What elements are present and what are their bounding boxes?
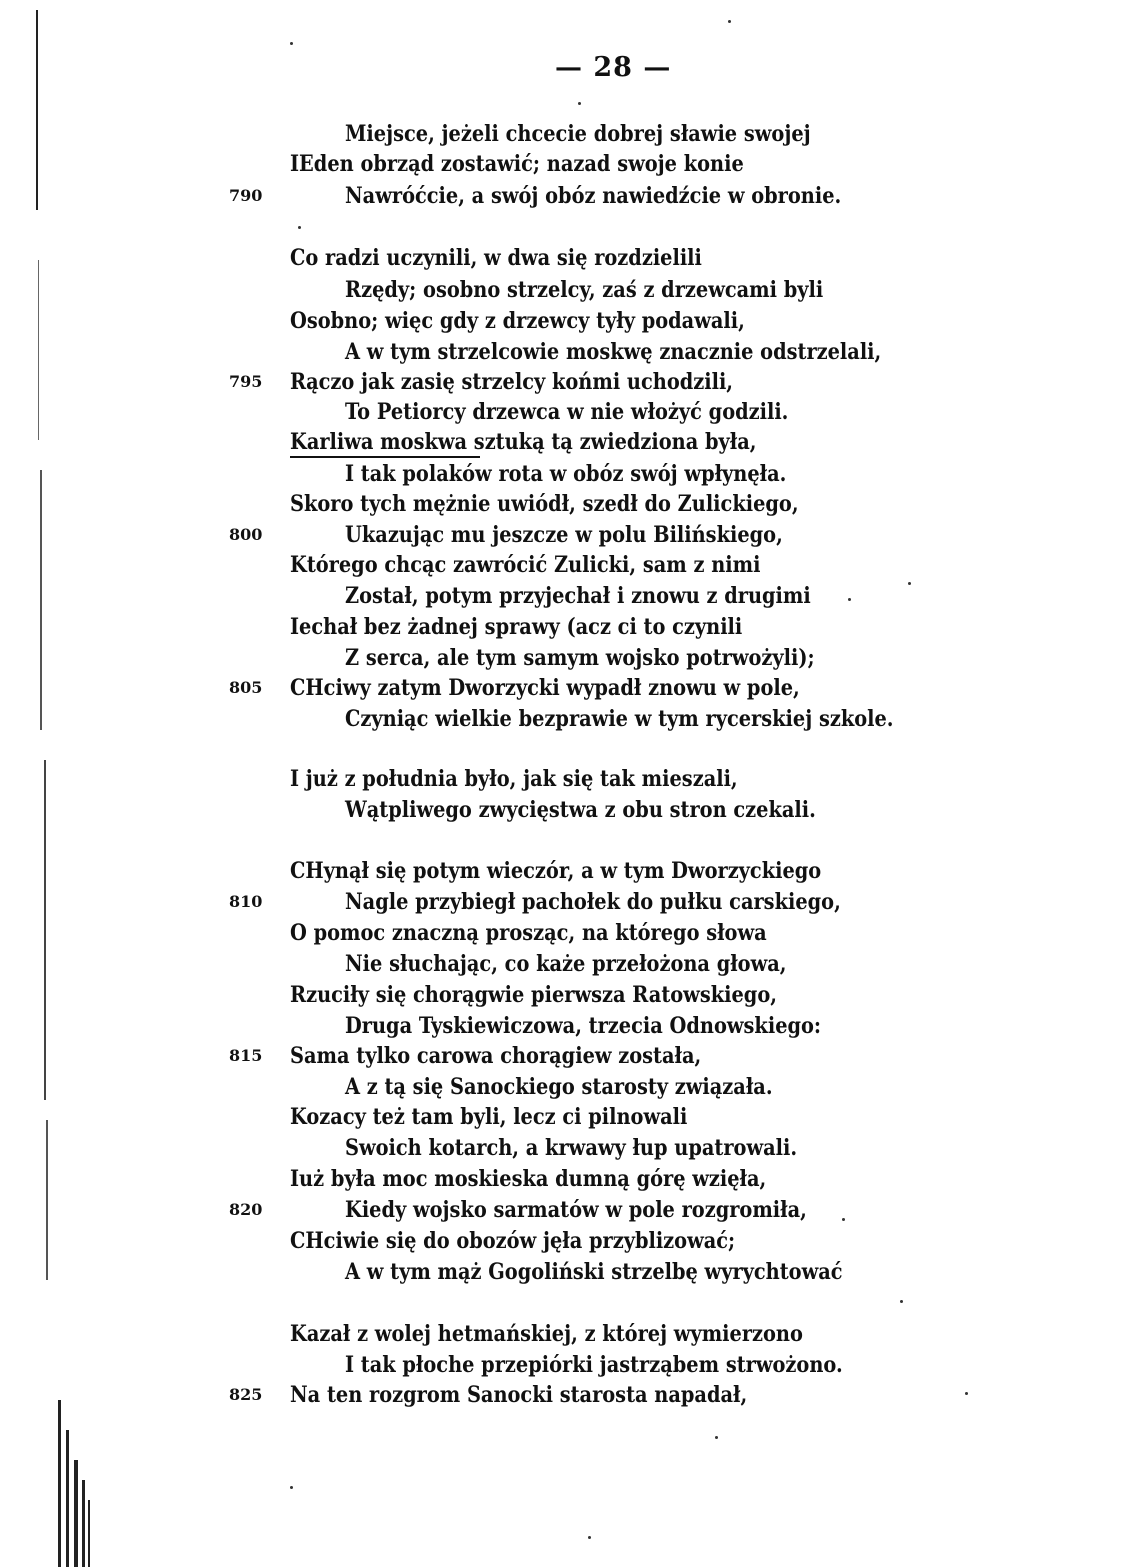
scan-speck	[578, 102, 581, 105]
verse-line	[0, 794, 1140, 826]
verse-text: A w tym strzelcowie moskwę znacznie odstrzelali,	[345, 339, 882, 365]
page-number: — 28 —	[555, 52, 672, 83]
verse-text: A w tym mąż Gogoliński strzelbę wyrychtować	[345, 1259, 843, 1285]
scan-speck	[848, 598, 851, 601]
verse-line	[0, 1040, 1140, 1072]
line-number: 820	[229, 1200, 263, 1219]
verse-line	[0, 1318, 1140, 1350]
verse-text: CHynął się potym wieczór, a w tym Dworzyckiego	[290, 858, 822, 884]
verse-line	[0, 549, 1140, 581]
scan-speck	[290, 42, 293, 45]
verse-text: Skoro tych mężnie uwiódł, szedł do Zulickiego,	[290, 491, 799, 517]
verse-text: Swoich kotarch, a krwawy łup upatrowali.	[345, 1135, 798, 1161]
verse-line	[0, 1010, 1140, 1042]
verse-text: Sama tylko carowa chorągiew została,	[290, 1043, 702, 1069]
verse-text: I tak polaków rota w obóz swój wpłynęła.	[345, 461, 787, 487]
verse-text: A z tą się Sanockiego starosty związała.	[345, 1074, 773, 1100]
verse-text: CHciwie się do obozów jęła przyblizować;	[290, 1228, 736, 1254]
verse-line	[0, 118, 1140, 150]
verse-line	[0, 917, 1140, 949]
scan-speck	[298, 226, 301, 229]
verse-line	[0, 1349, 1140, 1381]
verse-text: Kazał z wolej hetmańskiej, z której wymierzono	[290, 1321, 803, 1347]
verse-line	[0, 180, 1140, 212]
verse-text: I tak płoche przepiórki jastrząbem strwożono.	[345, 1352, 843, 1378]
verse-line	[0, 642, 1140, 674]
scan-speck	[290, 1486, 293, 1489]
verse-text: Co radzi uczynili, w dwa się rozdzielili	[290, 245, 702, 271]
verse-line	[0, 1256, 1140, 1288]
verse-line	[0, 396, 1140, 428]
verse-line	[0, 305, 1140, 337]
verse-text: Karliwa moskwa sztuką tą zwiedziona była,	[290, 429, 757, 455]
verse-line	[0, 458, 1140, 490]
verse-text: Nie słuchając, co każe przełożona głowa,	[345, 951, 787, 977]
line-number: 800	[229, 525, 263, 544]
verse-line	[0, 426, 1140, 458]
verse-line	[0, 763, 1140, 795]
verse-line	[0, 580, 1140, 612]
verse-line	[0, 1225, 1140, 1257]
verse-line	[0, 242, 1140, 274]
verse-line	[0, 1194, 1140, 1226]
verse-text: Osobno; więc gdy z drzewcy tyły podawali,	[290, 308, 745, 334]
verse-text: Ukazując mu jeszcze w polu Bilińskiego,	[345, 522, 783, 548]
verse-text: Druga Tyskiewiczowa, trzecia Odnowskiego:	[345, 1013, 822, 1039]
verse-line	[0, 1132, 1140, 1164]
verse-line	[0, 366, 1140, 398]
verse-line	[0, 519, 1140, 551]
verse-text: Iuż była moc moskieska dumną górę wzięła,	[290, 1166, 767, 1192]
scan-speck	[715, 1436, 718, 1439]
scan-speck	[965, 1392, 968, 1395]
verse-line	[0, 1379, 1140, 1411]
line-number: 795	[229, 372, 263, 391]
verse-line	[0, 979, 1140, 1011]
verse-line	[0, 1071, 1140, 1103]
verse-line	[0, 1101, 1140, 1133]
scan-speck	[588, 1536, 591, 1539]
verse-text: CHciwy zatym Dworzycki wypadł znowu w pole,	[290, 675, 800, 701]
verse-line	[0, 488, 1140, 520]
verse-text: To Petiorcy drzewca w nie włożyć godzili.	[345, 399, 789, 425]
verse-text: Kozacy też tam byli, lecz ci pilnowali	[290, 1104, 688, 1130]
scan-speck	[900, 1300, 903, 1303]
scan-speck	[728, 20, 731, 23]
verse-line	[0, 703, 1140, 735]
verse-text: Rączo jak zasię strzelcy końmi uchodzili,	[290, 369, 734, 395]
line-number: 815	[229, 1046, 263, 1065]
verse-line	[0, 948, 1140, 980]
verse-line	[0, 148, 1140, 180]
verse-text: Rzędy; osobno strzelcy, zaś z drzewcami byli	[345, 277, 824, 303]
verse-text: Wątpliwego zwycięstwa z obu stron czekali.	[345, 797, 816, 823]
scan-speck	[842, 1218, 845, 1221]
verse-text: Nagle przybiegł pachołek do pułku carskiego,	[345, 889, 841, 915]
line-number: 810	[229, 892, 263, 911]
verse-text: IEden obrząd zostawić; nazad swoje konie	[290, 151, 744, 177]
line-number: 805	[229, 678, 263, 697]
verse-text: Nawróćcie, a swój obóz nawiedźcie w obronie.	[345, 183, 842, 209]
verse-text: I już z południa było, jak się tak mieszali,	[290, 766, 738, 792]
verse-text: Miejsce, jeżeli chcecie dobrej sławie swojej	[345, 121, 811, 147]
verse-text: Którego chcąc zawrócić Zulicki, sam z nimi	[290, 552, 761, 578]
verse-text: Z serca, ale tym samym wojsko potrwożyli);	[345, 645, 815, 671]
verse-text: Rzuciły się chorągwie pierwsza Ratowskiego,	[290, 982, 777, 1008]
verse-text: O pomoc znaczną prosząc, na którego słowa	[290, 920, 767, 946]
line-number: 790	[229, 186, 263, 205]
scan-speck	[908, 582, 911, 585]
verse-line	[0, 886, 1140, 918]
verse-text: Czyniąc wielkie bezprawie w tym rycerskiej szkole.	[345, 706, 894, 732]
verse-line	[0, 611, 1140, 643]
line-number: 825	[229, 1385, 263, 1404]
verse-line	[0, 1163, 1140, 1195]
verse-line	[0, 672, 1140, 704]
verse-text: Został, potym przyjechał i znowu z drugimi	[345, 583, 811, 609]
verse-line	[0, 855, 1140, 887]
verse-line	[0, 336, 1140, 368]
verse-line	[0, 274, 1140, 306]
verse-text: Iechał bez żadnej sprawy (acz ci to czynili	[290, 614, 743, 640]
verse-text: Na ten rozgrom Sanocki starosta napadał,	[290, 1382, 748, 1408]
verse-text: Kiedy wojsko sarmatów w pole rozgromiła,	[345, 1197, 807, 1223]
